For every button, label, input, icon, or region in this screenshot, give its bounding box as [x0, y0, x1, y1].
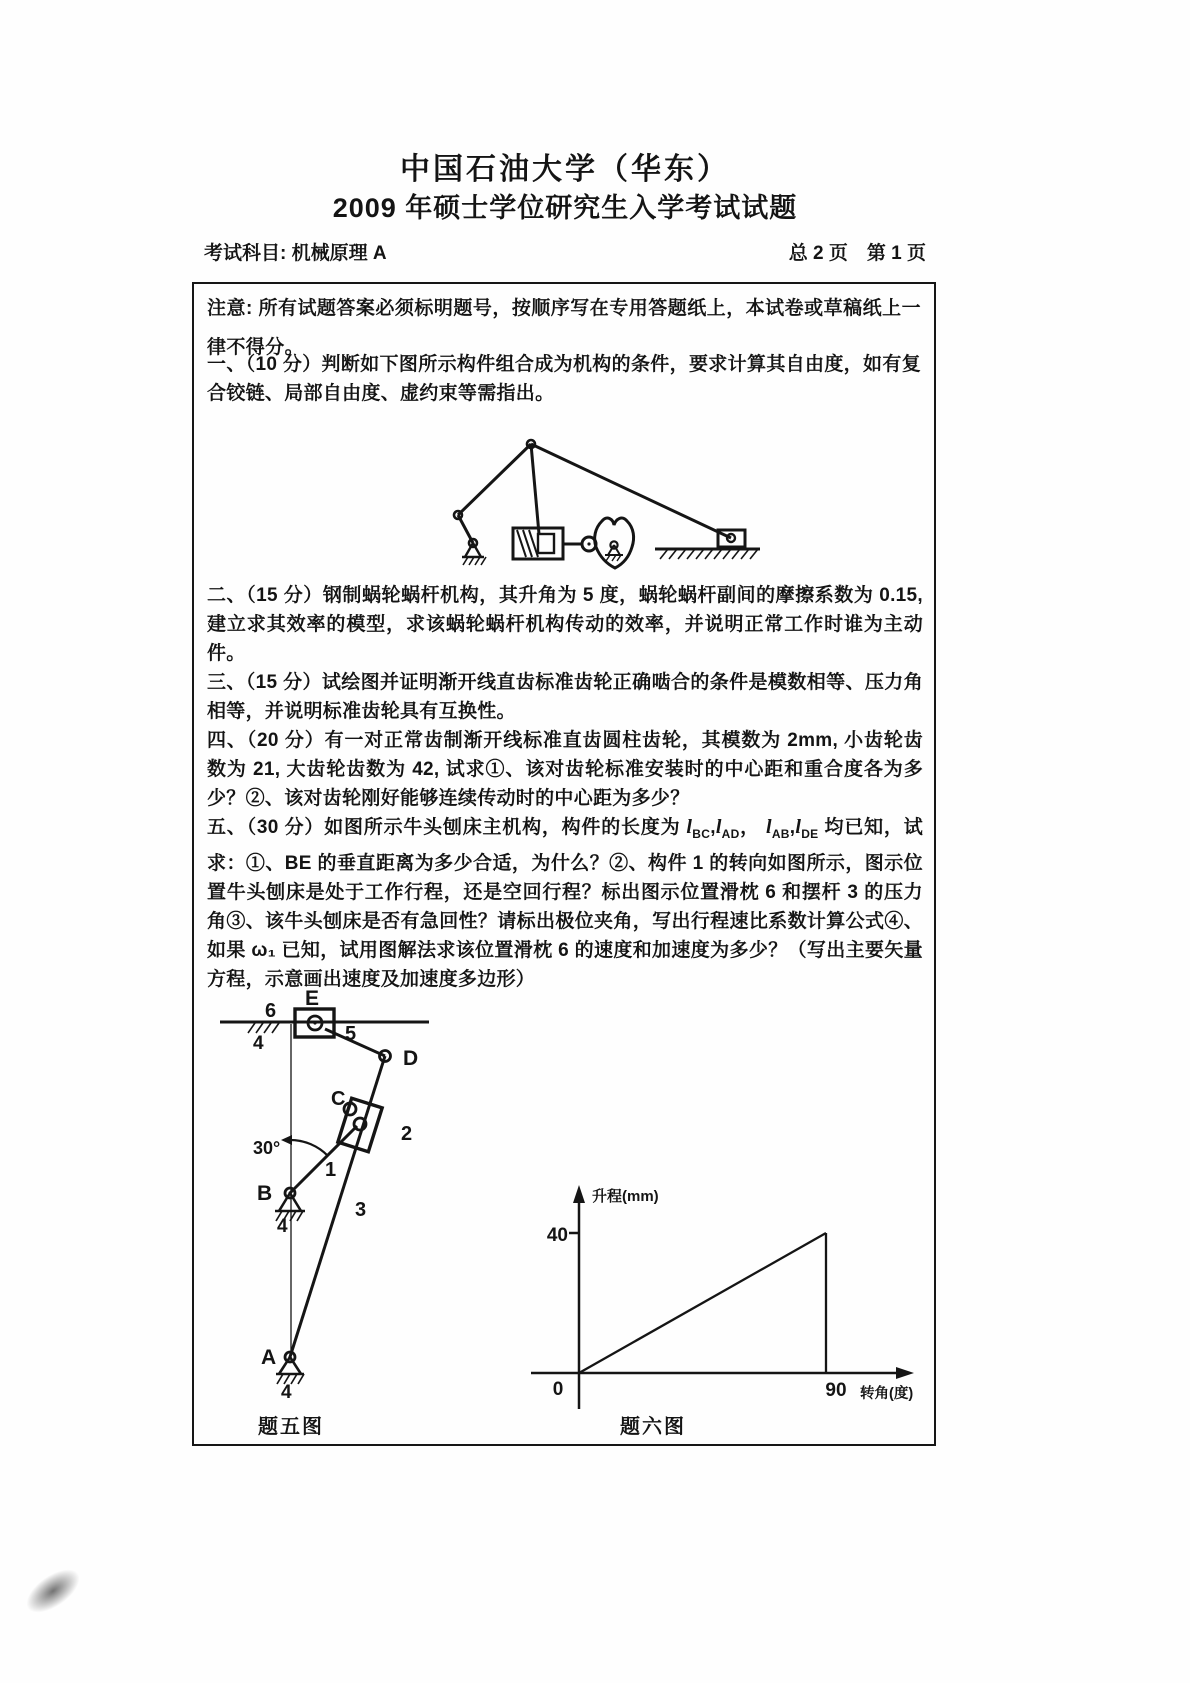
svg-text:40: 40 [546, 1225, 568, 1246]
svg-text:C: C [331, 1088, 346, 1110]
crank-link-1 [290, 1126, 357, 1193]
svg-text:转角(度): 转角(度) [860, 1386, 914, 1402]
svg-text:A: A [261, 1346, 277, 1369]
svg-text:3: 3 [355, 1199, 367, 1221]
linkage-links [458, 444, 731, 544]
subject-label: 考试科目: 机械原理 A [204, 243, 387, 264]
exam-title: 2009 年硕士学位研究生入学考试试题 [332, 193, 798, 223]
figure5-shaper-diagram [207, 925, 507, 1430]
question-1: 一、（10 分）判断如下图所示构件组合成为机构的条件，要求计算其自由度，如有复合铰链、局部自由度、虚约束等需指出。 [207, 354, 921, 404]
svg-text:90: 90 [825, 1380, 847, 1401]
cam-profile [595, 518, 634, 568]
q5-length-list: $l_{BC},l_{AD}$， $l_{AB},l_{DE}$ [686, 816, 819, 841]
svg-text:6: 6 [265, 1000, 277, 1022]
svg-text:2: 2 [401, 1123, 413, 1145]
y-axis [569, 1185, 585, 1409]
fixed-pivot-left [462, 539, 486, 565]
exam-content-box [192, 282, 936, 1446]
ground-line [655, 549, 760, 559]
svg-text:0: 0 [552, 1379, 564, 1400]
figure1-mechanism-diagram [380, 396, 762, 572]
question-4: 四、（20 分）有一对正常齿制渐开线标准直齿圆柱齿轮，其模数为 2mm, 小齿轮齿数为 21, 大齿轮齿数为 42, 试求①、该对齿轮标准安装时的中心距和重合度各为多少？②、该对齿轮刚好能够连续传动时的中心距为多少？ [207, 730, 923, 809]
svg-text:升程(mm): 升程(mm) [592, 1188, 659, 1205]
svg-text:5: 5 [345, 1023, 357, 1045]
svg-text:4: 4 [253, 1033, 264, 1054]
svg-text:1: 1 [325, 1159, 337, 1181]
scan-smudge [6, 1546, 100, 1636]
svg-text:E: E [305, 987, 320, 1010]
y-axis-arrow-icon [573, 1185, 585, 1203]
question-5-part2: 均已知，试求：①、BE 的垂直距离为多少合适，为什么？②、构件 1 的转向如图所示，图示位置牛头刨床是处于工作行程，还是空回行程？标出图示位置滑枕 6 和摆杆 3 的压力角③、该牛头刨床是否有急回性？请标出极位夹角，写出行程速比系数计算公式④、如果 ω₁ 已知，试用图解法求该位置滑枕 6 的速度和加速度为多少？（写出主要矢量方程，示意画出速度及加速度多边形） [207, 817, 923, 990]
x-axis-arrow-icon [896, 1367, 914, 1379]
figure5-labels [253, 987, 418, 1403]
notice-text: 注意: 所有试题答案必须标明题号，按顺序写在专用答题纸上，本试卷或草稿纸上一律不得分。 [207, 298, 921, 358]
figure5-caption: 题五图 [258, 1416, 324, 1438]
question-3: 三、（15 分）试绘图并证明渐开线直齿标准齿轮正确啮合的条件是模数相等、压力角相等，并说明标准齿轮具有互换性。 [207, 672, 923, 722]
fixed-pivot-A [276, 1352, 304, 1384]
chart-labels [547, 1187, 913, 1402]
crank-angle-arc [281, 1135, 328, 1156]
figure6-cam-chart [474, 1165, 934, 1440]
displacement-curve [579, 1233, 826, 1373]
svg-text:30°: 30° [253, 1138, 281, 1158]
svg-text:4: 4 [277, 1216, 288, 1237]
page-indicator: 总 2 页 第 1 页 [788, 243, 926, 264]
figure6-caption: 题六图 [620, 1416, 686, 1438]
question-2: 二、（15 分）钢制蜗轮蜗杆机构，其升角为 5 度，蜗轮蜗杆副间的摩擦系数为 0.15,建立求其效率的模型，求该蜗轮蜗杆机构传动的效率，并说明正常工作时谁为主动件。 [207, 585, 923, 664]
university-title: 中国石油大学（华东） [400, 153, 730, 186]
svg-text:D: D [403, 1047, 419, 1070]
ram-guide [220, 1022, 429, 1033]
svg-text:B: B [257, 1182, 273, 1205]
question-5-part1: 五、（30 分）如图所示牛头刨床主机构，构件的长度为 [207, 817, 687, 838]
meta-row [204, 238, 926, 265]
svg-text:4: 4 [281, 1382, 292, 1403]
